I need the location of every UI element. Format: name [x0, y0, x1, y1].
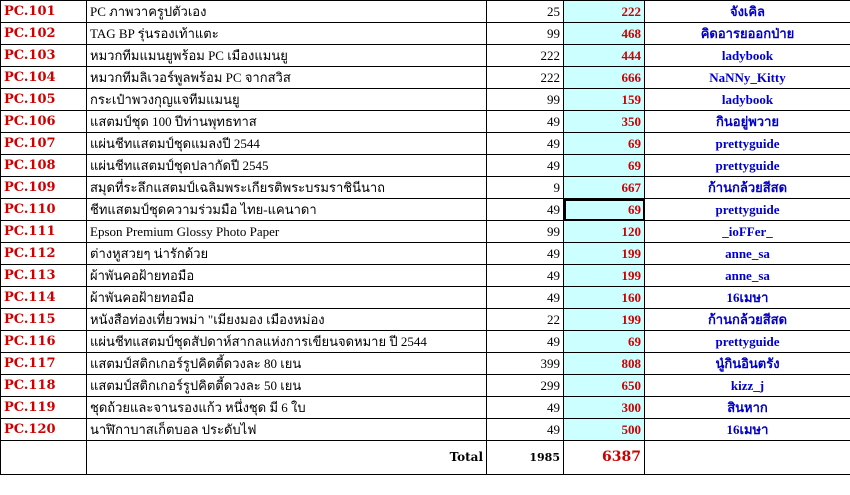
- cell-price[interactable]: 159: [564, 89, 645, 111]
- cell-price-selected[interactable]: 69: [564, 199, 645, 221]
- cell-code[interactable]: PC.117: [1, 353, 87, 375]
- table-row: [1, 221, 850, 243]
- cell-price[interactable]: 667: [564, 177, 645, 199]
- table-row: [1, 111, 850, 133]
- cell-item-name[interactable]: หมวกทีมลิเวอร์พูลพร้อม PC จากสวิส: [87, 67, 487, 89]
- cell-qty[interactable]: 399: [487, 353, 564, 375]
- cell-user[interactable]: anne_sa: [645, 265, 850, 287]
- cell-qty[interactable]: 49: [487, 265, 564, 287]
- table-row: [1, 133, 850, 155]
- cell-user[interactable]: ก้านกล้วยสีสด: [645, 309, 850, 331]
- cell-price[interactable]: 468: [564, 23, 645, 45]
- cell-qty[interactable]: 222: [487, 67, 564, 89]
- cell-qty[interactable]: 99: [487, 89, 564, 111]
- cell-code[interactable]: PC.110: [1, 199, 87, 221]
- table-row: [1, 1, 850, 23]
- table-row: [1, 45, 850, 67]
- table-row: [1, 419, 850, 441]
- cell-code[interactable]: PC.114: [1, 287, 87, 309]
- cell-item-name[interactable]: สมุดที่ระลึกแสตมป์เฉลิมพระเกียรติพระบรมราชินีนาถ: [87, 177, 487, 199]
- cell-item-name[interactable]: หมวกทีมแมนยูพร้อม PC เมืองแมนยู: [87, 45, 487, 67]
- cell-item-name[interactable]: แสตมป์สติกเกอร์รูปคิตตี้ดวงละ 80 เยน: [87, 353, 487, 375]
- cell-code[interactable]: PC.119: [1, 397, 87, 419]
- cell-item-name[interactable]: หนังสือท่องเที่ยวพม่า "เมียงมอง เมืองหม่อง: [87, 309, 487, 331]
- table-row: [1, 397, 850, 419]
- cell-item-name[interactable]: แผ่นชีทแสตมป์ชุดสัปดาห์สากลแห่งการเขียนจดหมาย ปี 2544: [87, 331, 487, 353]
- cell-item-name[interactable]: แสตมป์สติกเกอร์รูปคิตตี้ดวงละ 50 เยน: [87, 375, 487, 397]
- cell-qty[interactable]: 25: [487, 1, 564, 23]
- table-row: [1, 265, 850, 287]
- cell-code[interactable]: PC.111: [1, 221, 87, 243]
- table-row: [1, 177, 850, 199]
- table-row: [1, 331, 850, 353]
- cell-item-name[interactable]: ต่างหูสวยๆ น่ารักด้วย: [87, 243, 487, 265]
- cell-user[interactable]: prettyguide: [645, 133, 850, 155]
- cell-empty[interactable]: [645, 441, 850, 475]
- cell-price[interactable]: 650: [564, 375, 645, 397]
- cell-code[interactable]: PC.108: [1, 155, 87, 177]
- cell-qty[interactable]: 22: [487, 309, 564, 331]
- cell-code[interactable]: PC.105: [1, 89, 87, 111]
- cell-item-name[interactable]: แสตมป์ชุด 100 ปีท่านพุทธทาส: [87, 111, 487, 133]
- table-row: [1, 89, 850, 111]
- cell-code[interactable]: PC.103: [1, 45, 87, 67]
- cell-qty[interactable]: 9: [487, 177, 564, 199]
- table-row: [1, 353, 850, 375]
- cell-user[interactable]: จังเคิล: [645, 1, 850, 23]
- cell-price[interactable]: 69: [564, 155, 645, 177]
- cell-item-name[interactable]: PC ภาพวาครูปตัวเอง: [87, 1, 487, 23]
- cell-code[interactable]: PC.115: [1, 309, 87, 331]
- cell-user[interactable]: NaNNy_Kitty: [645, 67, 850, 89]
- cell-user[interactable]: ladybook: [645, 89, 850, 111]
- cell-qty[interactable]: 49: [487, 155, 564, 177]
- table-row: [1, 199, 850, 221]
- cell-qty[interactable]: 49: [487, 397, 564, 419]
- cell-code[interactable]: PC.109: [1, 177, 87, 199]
- cell-code[interactable]: PC.120: [1, 419, 87, 441]
- total-label[interactable]: Total: [87, 441, 487, 475]
- cell-price[interactable]: 160: [564, 287, 645, 309]
- cell-qty[interactable]: 49: [487, 419, 564, 441]
- cell-user[interactable]: ก้านกล้วยสีสด: [645, 177, 850, 199]
- cell-qty[interactable]: 99: [487, 221, 564, 243]
- cell-code[interactable]: PC.116: [1, 331, 87, 353]
- cell-item-name[interactable]: ผ้าพันคอฝ้ายทอมือ: [87, 265, 487, 287]
- cell-user[interactable]: คิดอารยออกป่าย: [645, 23, 850, 45]
- cell-price[interactable]: 199: [564, 309, 645, 331]
- cell-price[interactable]: 300: [564, 397, 645, 419]
- table-row: [1, 155, 850, 177]
- cell-item-name[interactable]: แผ่นชีทแสตมป์ชุดแมลงปี 2544: [87, 133, 487, 155]
- cell-item-name[interactable]: นาฬิกาบาสเก็ตบอล ประดับไฟ: [87, 419, 487, 441]
- cell-price[interactable]: 350: [564, 111, 645, 133]
- cell-code[interactable]: PC.101: [1, 1, 87, 23]
- total-qty[interactable]: 1985: [487, 441, 564, 475]
- cell-user[interactable]: prettyguide: [645, 199, 850, 221]
- cell-code[interactable]: PC.112: [1, 243, 87, 265]
- cell-user[interactable]: kizz_j: [645, 375, 850, 397]
- cell-user[interactable]: anne_sa: [645, 243, 850, 265]
- table-row: [1, 287, 850, 309]
- cell-item-name[interactable]: Epson Premium Glossy Photo Paper: [87, 221, 487, 243]
- cell-qty[interactable]: 222: [487, 45, 564, 67]
- cell-price[interactable]: 120: [564, 221, 645, 243]
- cell-item-name[interactable]: ชุดถ้วยและจานรองแก้ว หนึ่งชุด มี 6 ใบ: [87, 397, 487, 419]
- cell-user[interactable]: 16เมษา: [645, 419, 850, 441]
- cell-code[interactable]: PC.102: [1, 23, 87, 45]
- cell-code[interactable]: PC.104: [1, 67, 87, 89]
- cell-code[interactable]: PC.118: [1, 375, 87, 397]
- cell-user[interactable]: กินอยู่พวาย: [645, 111, 850, 133]
- cell-price[interactable]: 69: [564, 133, 645, 155]
- cell-qty[interactable]: 299: [487, 375, 564, 397]
- cell-price[interactable]: 199: [564, 243, 645, 265]
- cell-code[interactable]: PC.113: [1, 265, 87, 287]
- cell-user[interactable]: สินหาก: [645, 397, 850, 419]
- cell-user[interactable]: ladybook: [645, 45, 850, 67]
- cell-item-name[interactable]: กระเป๋าพวงกุญแจทีมแมนยู: [87, 89, 487, 111]
- cell-price[interactable]: 69: [564, 331, 645, 353]
- total-price[interactable]: 6387: [564, 441, 645, 475]
- table-row: [1, 67, 850, 89]
- cell-qty[interactable]: 49: [487, 331, 564, 353]
- table-row: [1, 375, 850, 397]
- cell-code[interactable]: PC.106: [1, 111, 87, 133]
- cell-price[interactable]: 222: [564, 1, 645, 23]
- cell-user[interactable]: prettyguide: [645, 331, 850, 353]
- cell-price[interactable]: 444: [564, 45, 645, 67]
- table-row: [1, 243, 850, 265]
- cell-item-name[interactable]: ชีทแสตมป์ชุดความร่วมมือ ไทย-แคนาดา: [87, 199, 487, 221]
- cell-user[interactable]: 16เมษา: [645, 287, 850, 309]
- cell-item-name[interactable]: แผ่นชีทแสตมป์ชุดปลากัดปี 2545: [87, 155, 487, 177]
- cell-user[interactable]: _ioFFer_: [645, 221, 850, 243]
- cell-item-name[interactable]: ผ้าพันคอฝ้ายทอมือ: [87, 287, 487, 309]
- cell-price[interactable]: 500: [564, 419, 645, 441]
- cell-qty[interactable]: 49: [487, 199, 564, 221]
- cell-user[interactable]: prettyguide: [645, 155, 850, 177]
- table-row: [1, 309, 850, 331]
- cell-price[interactable]: 199: [564, 265, 645, 287]
- cell-empty[interactable]: [1, 441, 87, 475]
- cell-price[interactable]: 666: [564, 67, 645, 89]
- cell-user[interactable]: นู๋กินอินตรัง: [645, 353, 850, 375]
- cell-code[interactable]: PC.107: [1, 133, 87, 155]
- cell-price[interactable]: 808: [564, 353, 645, 375]
- cell-qty[interactable]: 49: [487, 133, 564, 155]
- cell-item-name[interactable]: TAG BP รุ่นรองเท้าแตะ: [87, 23, 487, 45]
- cell-qty[interactable]: 49: [487, 287, 564, 309]
- cell-qty[interactable]: 49: [487, 243, 564, 265]
- cell-qty[interactable]: 99: [487, 23, 564, 45]
- cell-qty[interactable]: 49: [487, 111, 564, 133]
- table-row: [1, 23, 850, 45]
- total-row: [1, 441, 850, 475]
